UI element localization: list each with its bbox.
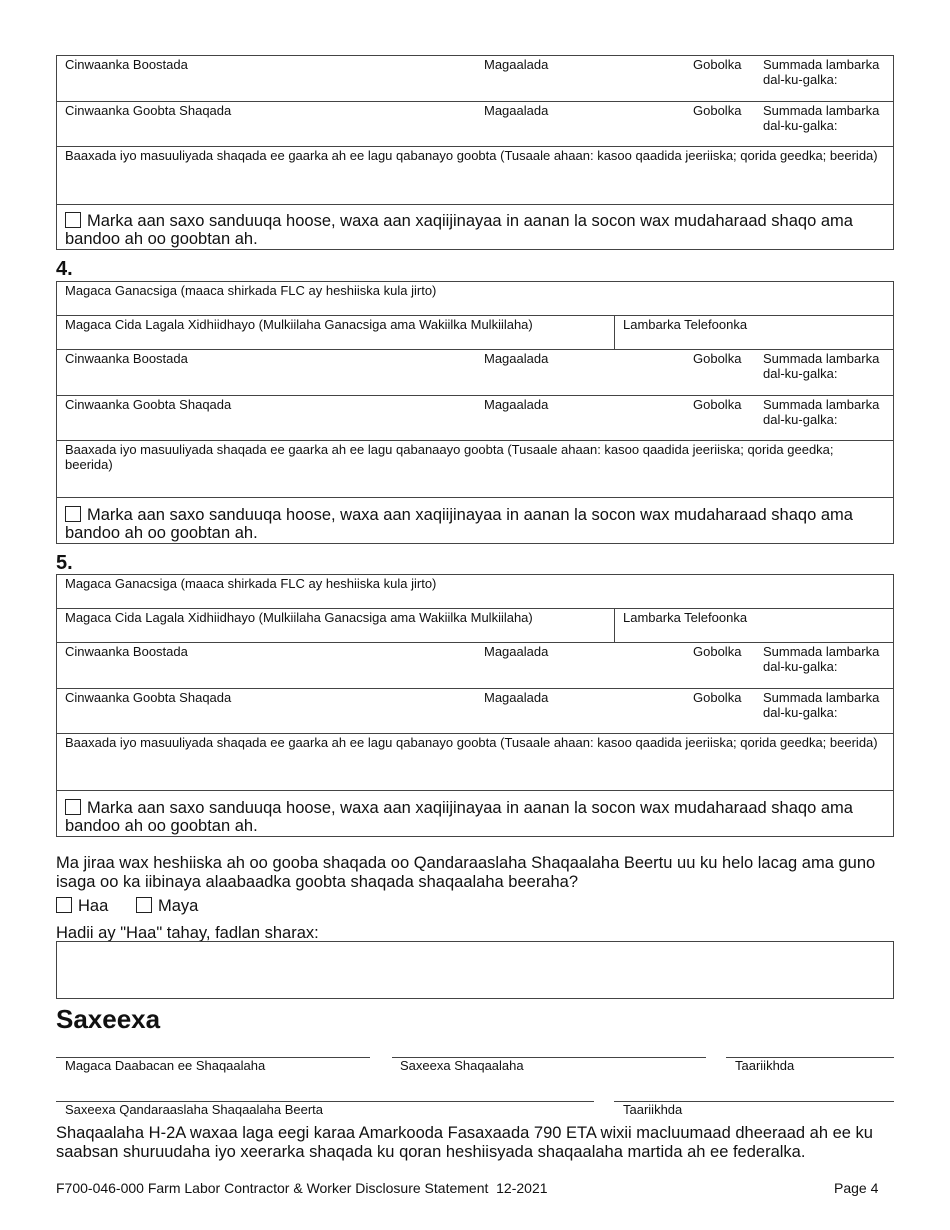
state-label: Gobolka: [693, 351, 742, 366]
zip-label-2: dal-ku-galka:: [763, 118, 838, 133]
city-label: Magaalada: [484, 690, 549, 705]
mailing-address-label: Cinwaanka Boostada: [65, 644, 188, 659]
zip-label-2: dal-ku-galka:: [763, 72, 838, 87]
explanation-field[interactable]: [56, 941, 894, 999]
responsibilities-field[interactable]: [57, 441, 893, 496]
no-option: [136, 897, 198, 915]
work-address-field[interactable]: [57, 102, 893, 145]
legal-contact-label: Magaca Cida Lagala Xidhiidhayo (Mulkiilaha Ganacsiga ama Wakiilka Mulkiilaha): [65, 610, 533, 625]
org-name-label: Magaca Ganacsiga (maaca shirkada FLC ay heshiiska kula jirto): [65, 283, 437, 298]
checkbox-text: Marka aan saxo sanduuqa hoose, waxa aan xaqiijinayaa in aanan la socon wax mudaharaad shaqo ama bandoo ah oo goobtan ah.: [65, 799, 853, 835]
responsibilities-label: Baaxada iyo masuuliyada shaqada ee gaarka ah ee lagu qabanayo goobta (Tusaale ahaan: kasoo qaadida jeeriiska; qorida geedka; beerida): [65, 735, 878, 750]
worker-name-label: Magaca Daabacan ee Shaqaalaha: [65, 1058, 266, 1073]
no-strike-checkbox[interactable]: [65, 799, 81, 815]
state-label: Gobolka: [693, 690, 742, 705]
city-label: Magaalada: [484, 57, 549, 72]
work-address-label: Cinwaanka Goobta Shaqada: [65, 103, 232, 118]
zip-label: Summada lambarka: [763, 397, 880, 412]
work-address-field[interactable]: [57, 396, 893, 439]
org-name-label: Magaca Ganacsiga (maaca shirkada FLC ay heshiiska kula jirto): [65, 576, 437, 591]
zip-label: Summada lambarka: [763, 690, 880, 705]
explain-label: Hadii ay "Haa" tahay, fadlan sharax:: [56, 924, 319, 942]
commissary-question: Ma jiraa wax heshiiska ah oo gooba shaqada oo Qandaraaslaha Shaqaalaha Beertu uu ku helo lacag ama guno isaga oo ka iibinaya alaabaadka goobta shaqada shaqaalaha beeraha?: [56, 854, 876, 891]
city-label: Magaalada: [484, 397, 549, 412]
checkbox-text: Marka aan saxo sanduuqa hoose, waxa aan xaqiijinayaa in aanan la socon wax mudaharaad shaqo ama bandoo ah oo goobtan ah.: [65, 212, 853, 248]
mailing-address-field[interactable]: [57, 350, 893, 394]
phone-label: Lambarka Telefoonka: [623, 610, 748, 625]
phone-field[interactable]: [615, 609, 893, 641]
yes-option: [56, 897, 108, 915]
zip-label: Summada lambarka: [763, 57, 880, 72]
zip-label-2: dal-ku-galka:: [763, 412, 838, 427]
no-strike-confirmation: [65, 506, 887, 542]
yes-label: Haa: [78, 897, 109, 915]
no-strike-checkbox[interactable]: [65, 212, 81, 228]
mailing-address-field[interactable]: [57, 643, 893, 687]
signature-heading: Saxeexa: [56, 1004, 161, 1034]
form-id: F700-046-000 Farm Labor Contractor & Worker Disclosure Statement 12-2021: [56, 1180, 548, 1196]
contractor-date-label: Taariikhda: [623, 1102, 683, 1117]
work-address-field[interactable]: [57, 689, 893, 732]
legal-contact-field[interactable]: [57, 609, 613, 641]
work-address-label: Cinwaanka Goobta Shaqada: [65, 397, 232, 412]
contractor-signature-label: Saxeexa Qandaraaslaha Shaqaalaha Beerta: [65, 1102, 324, 1117]
zip-label-2: dal-ku-galka:: [763, 366, 838, 381]
yes-checkbox[interactable]: [56, 897, 72, 913]
work-address-label: Cinwaanka Goobta Shaqada: [65, 690, 232, 705]
phone-field[interactable]: [615, 316, 893, 348]
divider: [56, 790, 894, 791]
checkbox-text: Marka aan saxo sanduuqa hoose, waxa aan xaqiijinayaa in aanan la socon wax mudaharaad shaqo ama bandoo ah oo goobtan ah.: [65, 506, 853, 542]
legal-contact-label: Magaca Cida Lagala Xidhiidhayo (Mulkiilaha Ganacsiga ama Wakiilka Mulkiilaha): [65, 317, 533, 332]
zip-label: Summada lambarka: [763, 644, 880, 659]
no-strike-confirmation: [65, 212, 887, 248]
no-strike-confirmation: [65, 799, 887, 835]
zip-label-2: dal-ku-galka:: [763, 659, 838, 674]
responsibilities-field[interactable]: [57, 734, 893, 789]
phone-label: Lambarka Telefoonka: [623, 317, 748, 332]
section-5-number: 5.: [56, 552, 73, 574]
section-4-number: 4.: [56, 258, 73, 280]
divider: [56, 497, 894, 498]
no-label: Maya: [158, 897, 199, 915]
responsibilities-field[interactable]: [57, 147, 893, 203]
worker-date-label: Taariikhda: [735, 1058, 795, 1073]
city-label: Magaalada: [484, 103, 549, 118]
city-label: Magaalada: [484, 351, 549, 366]
divider: [56, 204, 894, 205]
city-label: Magaalada: [484, 644, 549, 659]
state-label: Gobolka: [693, 103, 742, 118]
org-name-field[interactable]: [57, 282, 893, 314]
zip-label-2: dal-ku-galka:: [763, 705, 838, 720]
mailing-address-label: Cinwaanka Boostada: [65, 57, 188, 72]
mailing-address-field[interactable]: [57, 56, 893, 100]
no-checkbox[interactable]: [136, 897, 152, 913]
responsibilities-label: Baaxada iyo masuuliyada shaqada ee gaarka ah ee lagu qabanaayo goobta (Tusaale ahaan: kasoo qaadida jeeriiska; qorida geedka; beerida): [65, 442, 834, 472]
mailing-address-label: Cinwaanka Boostada: [65, 351, 188, 366]
legal-contact-field[interactable]: [57, 316, 613, 348]
responsibilities-label: Baaxada iyo masuuliyada shaqada ee gaarka ah ee lagu qabanayo goobta (Tusaale ahaan: kasoo qaadida jeeriiska; qorida geedka; beerida): [65, 148, 878, 163]
org-name-field[interactable]: [57, 575, 893, 607]
no-strike-checkbox[interactable]: [65, 506, 81, 522]
h2a-note: Shaqaalaha H-2A waxaa laga eegi karaa Amarkooda Fasaxaada 790 ETA wixii macluumaad dheeraad ah ee ku saabsan shuruudaha iyo xeerarka shaqada ku qoran heshiisyada shaqaalaha martida ah ee federalka.: [56, 1124, 873, 1161]
worker-signature-label: Saxeexa Shaqaalaha: [400, 1058, 524, 1073]
zip-label: Summada lambarka: [763, 351, 880, 366]
page-number: Page 4: [834, 1180, 879, 1196]
zip-label: Summada lambarka: [763, 103, 880, 118]
state-label: Gobolka: [693, 644, 742, 659]
state-label: Gobolka: [693, 57, 742, 72]
state-label: Gobolka: [693, 397, 742, 412]
